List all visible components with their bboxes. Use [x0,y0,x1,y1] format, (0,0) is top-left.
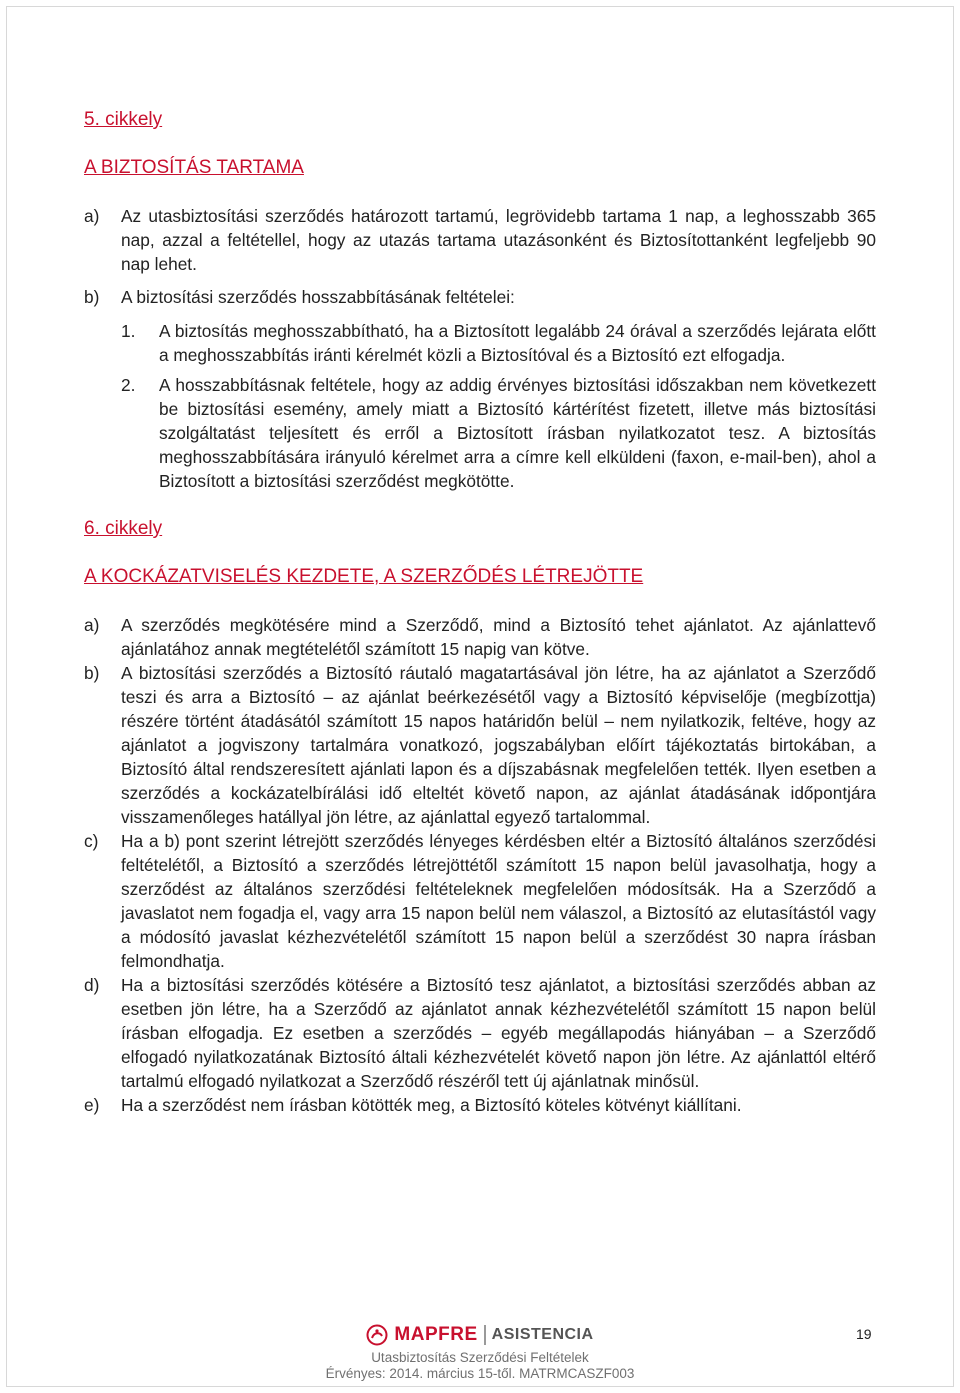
item-text: Ha a biztosítási szerződés kötésére a Biztosító tesz ajánlatot, a biztosítási szerződés abban az esetben jön létre, ha a Szerződő az ajánlatot annak kézhezvételétől számított 15 napon belül írásban elfogadja. Ez esetben a szerződés – egyéb megállapodás hiányában – a Szerződő elfogadó nyilatkozatának Biztosító általi kézhezvételét követő napon jön létre. Az ajánlattól eltérő tartalmú elfogadó nyilatkozat a Szerződő részéről tett új ajánlatnak minősül. [121,975,876,1091]
section-5-list [84,204,876,493]
item-marker: a) [84,615,100,635]
item-text: A biztosítási szerződés hosszabbításának feltételei: [121,287,515,307]
list-item [84,661,876,829]
item-marker: e) [84,1095,100,1115]
item-marker: d) [84,975,100,995]
item-marker: b) [84,287,100,307]
item-text: A szerződés megkötésére mind a Szerződő, mind a Biztosító tehet ajánlatot. Az ajánlattevő ajánlatához annak megtételétől számított 15 napig van kötve. [121,615,876,659]
article-5-heading: 5. cikkely [84,109,163,130]
document-body [84,108,876,1117]
mapfre-logo [366,1322,593,1348]
list-item [84,1093,876,1117]
item-marker: 2. [121,375,136,395]
item-text: Ha a b) pont szerint létrejött szerződés lényeges kérdésben eltér a Biztosító általános szerződési feltételétől, a Biztosító a szerződés létrejöttétől számított 15 napon belül javasolhatja, hogy a szerződést az általános szerződési feltételeknek megfelelően módosítsák. Ha a Szerződő a javaslatot nem fogadja el, vagy arra 15 napon belül nem válaszol, a Biztosító az elutasítástól vagy a módosító javaslat kézhezvételétől számított 15 napon belül a szerződést 30 napra írásban felmondhatja. [121,831,876,971]
list-item [84,204,876,276]
item-text: A biztosítás meghosszabbítható, ha a Biztosított legalább 24 órával a szerződés lejárata előtt a meghosszabbítás iránti kérelmét közli a Biztosítóval és a Biztosító ezt elfogadja. [159,321,876,365]
article-6-heading: 6. cikkely [84,518,163,539]
sub-list-item [121,319,876,367]
mapfre-emblem-icon [366,1324,388,1346]
footer-validity: Érvényes: 2014. március 15-től. MATRMCASZF003 [325,1366,635,1381]
item-marker: b) [84,663,100,683]
item-marker: 1. [121,321,136,341]
section-5-title: A BIZTOSÍTÁS TARTAMA [84,157,304,178]
list-item [84,973,876,1093]
section-6-list [84,613,876,1117]
logo-sub-text: ASISTENCIA [491,1326,594,1343]
list-item [84,613,876,661]
footer-doc-title: Utasbiztosítás Szerződési Feltételek [371,1350,589,1365]
page-number: 19 [856,1326,872,1342]
item-text: A hosszabbításnak feltétele, hogy az addig érvényes biztosítási időszakban nem következett be biztosítási esemény, amely miatt a Biztosító kártérítést fizetett, illetve más biztosítási szolgáltatást teljesített és erről a Biztosított írásban nyilatkozatot tesz. A biztosítás meghosszabbítására irányuló kérelmet arra a címre kell elküldeni (faxon, e-mail-ben), ahol a Biztosított a biztosítási szerződést megkötötte. [159,375,876,491]
item-text: A biztosítási szerződés a Biztosító ráutaló magatartásával jön létre, ha az ajánlatot a Szerződő teszi és arra a Biztosító – az ajánlat beérkezésétől vagy a Biztosító képviselője (megbízottja) részére történt átadásától számított 15 napos határidőn belül – nem nyilatkozik, feltéve, hogy az ajánlatot a jogviszony tartalmára vonatkozó, jogszabályban előírt tájékoztatás birtokában, a Biztosító által rendszeresített ajánlati lapon és a díjszabásnak megfelelően tették. Ilyen esetben a szerződés a kockázatelbírálási idő elteltét követő napon, az ajánlat átadásának időpontjára visszamenőleges hatállyal jön létre, az ajánlattal egyező tartalommal. [121,663,876,827]
page-footer [0,1322,960,1382]
item-text: Az utasbiztosítási szerződés határozott tartamú, legrövidebb tartama 1 nap, a leghosszabb 365 nap, azzal a feltétellel, hogy az utazás tartama utazásonként és Biztosítottanként legfeljebb 90 nap lehet. [121,206,876,274]
list-item [84,829,876,973]
item-text: Ha a szerződést nem írásban kötötték meg, a Biztosító köteles kötvényt kiállítani. [121,1095,742,1115]
sub-list-item [121,373,876,493]
item-marker: a) [84,206,100,226]
logo-divider [484,1325,486,1345]
section-6-title: A KOCKÁZATVISELÉS KEZDETE, A SZERZŐDÉS LÉTREJÖTTE [84,566,644,587]
list-item [84,285,876,309]
item-marker: c) [84,831,99,851]
logo-brand-text: MAPFRE [394,1324,478,1345]
